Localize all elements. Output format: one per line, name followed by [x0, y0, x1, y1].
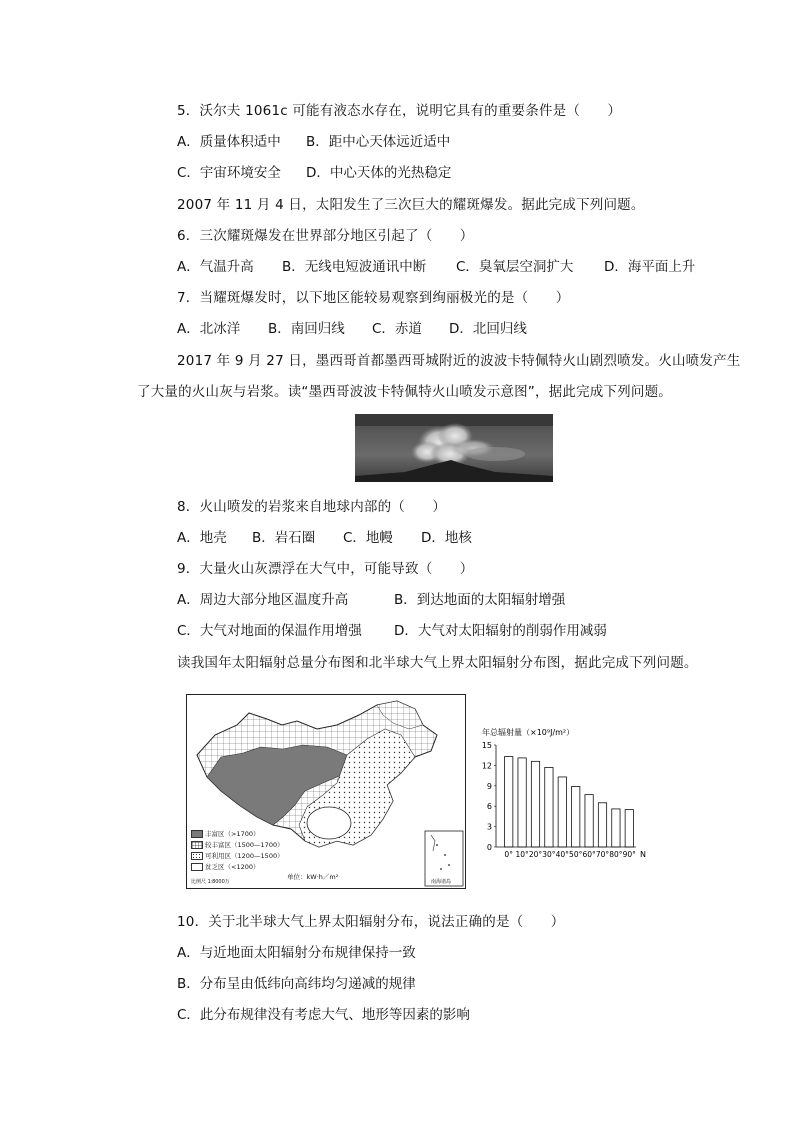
x-tick-label: 90° — [622, 850, 636, 859]
y-tick-label: 12 — [481, 761, 492, 771]
q6-stem: 6．三次耀斑爆发在世界部分地区引起了（ ） — [177, 228, 474, 244]
q7-stem: 7．当耀斑爆发时，以下地区能较易观察到绚丽极光的是（ ） — [177, 290, 570, 306]
intro-volcano-line1: 2017 年 9 月 27 日，墨西哥首都墨西哥城附近的波波卡特佩特火山剧烈喷发。火山喷发产生 — [177, 353, 741, 369]
y-tick-label: 6 — [486, 802, 492, 812]
map-scale: 比例尺 1∶8000万 — [191, 879, 230, 885]
bar-1 — [518, 758, 526, 847]
bar-4 — [558, 777, 566, 847]
volcano-eruption-photo — [355, 414, 553, 482]
bar-9 — [625, 810, 633, 847]
q10-stem: 10．关于北半球大气上界太阳辐射分布，说法正确的是（ ） — [177, 914, 565, 930]
q10-option-c: C．此分布规律没有考虑大气、地形等因素的影响 — [177, 1007, 470, 1023]
x-tick-label: 20° — [528, 850, 543, 859]
q5-option-d: D．中心天体的光热稳定 — [306, 165, 452, 181]
q5-option-a: A．质量体积适中 — [177, 134, 281, 150]
x-tick-label: 10° — [515, 850, 529, 859]
bar-6 — [585, 795, 593, 847]
x-axis-unit: N — [640, 850, 646, 859]
bar-7 — [598, 803, 606, 847]
q7-option-d: D．北回归线 — [449, 321, 527, 337]
q7-option-a: A．北冰洋 — [177, 321, 241, 337]
q8-option-b: B．岩石圈 — [252, 530, 316, 546]
x-tick-label: 80° — [609, 850, 623, 859]
x-tick-label: 0° — [504, 850, 513, 859]
y-tick-label: 9 — [486, 781, 492, 791]
y-tick-label: 0 — [486, 843, 492, 852]
intro-radiation: 读我国年太阳辐射总量分布图和北半球大气上界太阳辐射分布图，据此完成下列问题。 — [177, 655, 698, 671]
legend-rich: 丰富区（>1700） — [191, 830, 260, 838]
y-tick-label: 3 — [486, 822, 492, 832]
x-tick-label: 70° — [595, 850, 610, 859]
chart-title: 年总辐射量（×10⁹J/m²） — [482, 728, 575, 737]
q5-option-b: B．距中心天体远近适中 — [306, 134, 451, 150]
q8-option-d: D．地核 — [421, 530, 472, 546]
map-unit: 单位：kW·h／m² — [287, 873, 339, 881]
x-tick-label: 60° — [582, 850, 596, 859]
intro-flare: 2007 年 11 月 4 日，太阳发生了三次巨大的耀斑爆发。据此完成下列问题。 — [177, 197, 645, 213]
q6-option-c: C．臭氧层空洞扩大 — [456, 259, 574, 275]
q9-option-a: A．周边大部分地区温度升高 — [177, 592, 349, 608]
legend-fairly-rich: 较丰富区（1500—1700） — [191, 841, 284, 849]
intro-volcano-line2: 了大量的火山灰与岩浆。读“墨西哥波波卡特佩特火山喷发示意图”，据此完成下列问题。 — [137, 384, 672, 400]
q9-stem: 9．大量火山灰漂浮在大气中，可能导致（ ） — [177, 561, 474, 577]
china-solar-radiation-map — [186, 694, 466, 889]
q9-option-b: B．到达地面的太阳辐射增强 — [394, 592, 566, 608]
x-tick-label: 50° — [569, 850, 583, 859]
q8-option-a: A．地壳 — [177, 530, 227, 546]
legend-usable: 可利用区（1200—1500） — [191, 852, 284, 860]
bar-3 — [545, 767, 553, 847]
legend-poor: 贫乏区（<1200） — [191, 863, 260, 871]
q10-option-b: B．分布呈由低纬向高纬均匀递减的规律 — [177, 976, 416, 992]
bar-0 — [505, 757, 513, 847]
y-tick-label: 15 — [481, 741, 492, 750]
chart-svg — [478, 725, 648, 865]
q9-option-c: C．大气对地面的保温作用增强 — [177, 623, 362, 639]
q7-option-c: C．赤道 — [372, 321, 422, 337]
q8-stem: 8．火山喷发的岩浆来自地球内部的（ ） — [177, 499, 447, 515]
q6-option-b: B．无线电短波通讯中断 — [282, 259, 427, 275]
q6-option-a: A．气温升高 — [177, 259, 254, 275]
q6-option-d: D．海平面上升 — [604, 259, 696, 275]
radiation-bar-chart — [478, 725, 648, 865]
q5-stem: 5．沃尔夫 1061c 可能有液态水存在，说明它具有的重要条件是（ ） — [177, 103, 622, 119]
bar-5 — [572, 786, 580, 847]
q5-option-c: C．宇宙环境安全 — [177, 165, 281, 181]
x-tick-label: 30° — [542, 850, 556, 859]
q7-option-b: B．南回归线 — [268, 321, 345, 337]
bar-8 — [612, 809, 620, 847]
map-inset-label: 南海诸岛 — [431, 879, 452, 885]
q9-option-d: D．大气对太阳辐射的削弱作用减弱 — [394, 623, 607, 639]
q8-option-c: C．地幔 — [343, 530, 393, 546]
q10-option-a: A．与近地面太阳辐射分布规律保持一致 — [177, 945, 416, 961]
x-tick-label: 40° — [555, 850, 569, 859]
bar-2 — [531, 761, 539, 847]
